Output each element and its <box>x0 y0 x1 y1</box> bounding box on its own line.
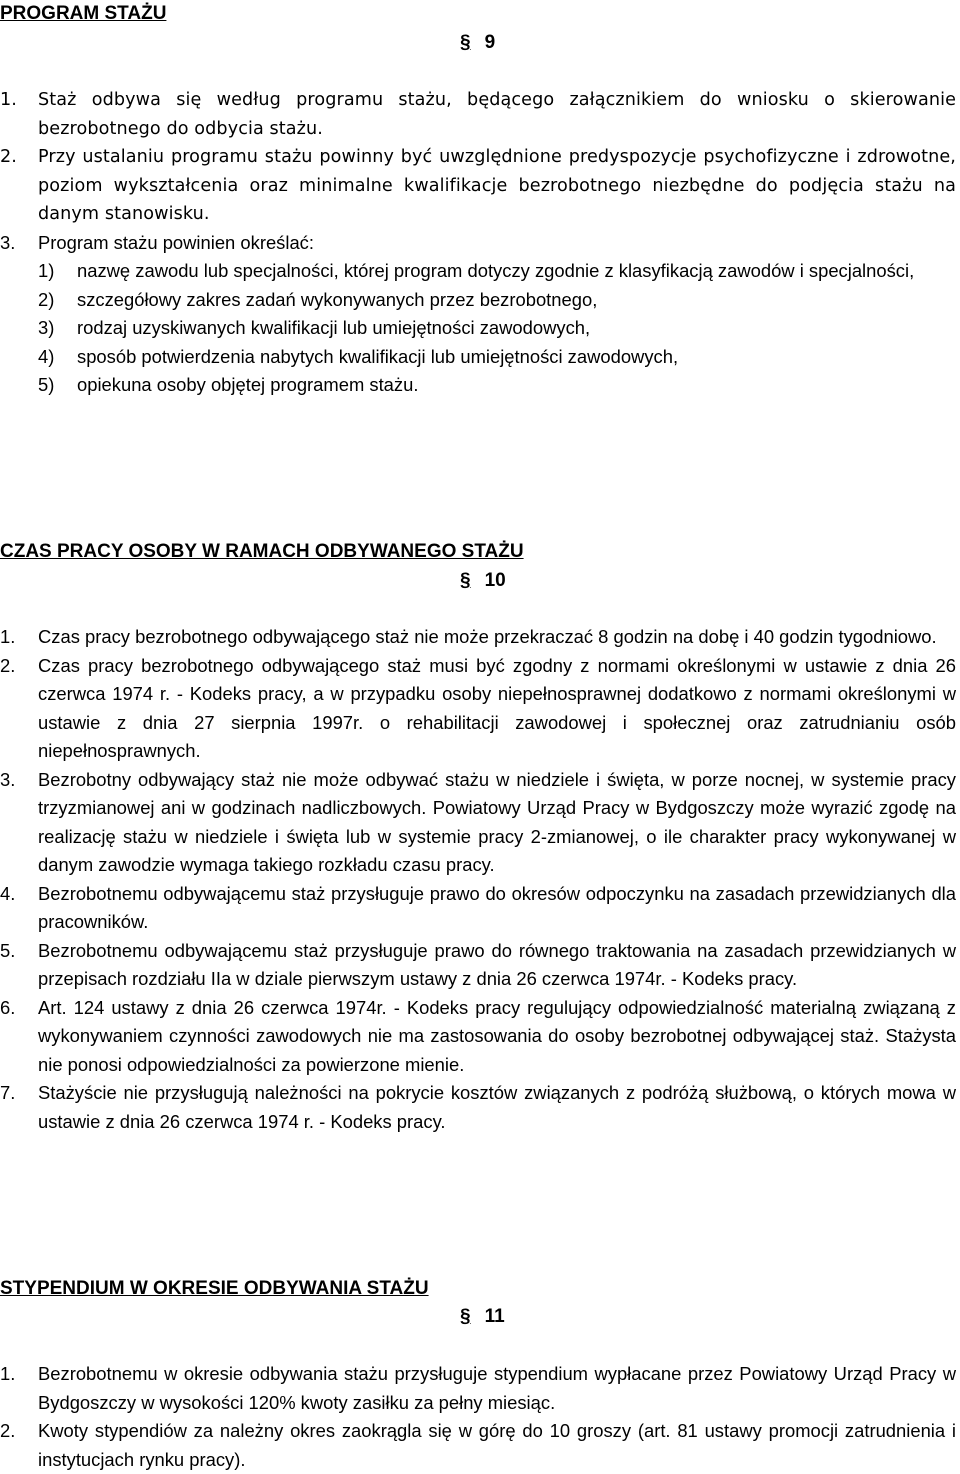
item-number: 1. <box>0 1363 16 1384</box>
item-number: 4. <box>0 882 16 904</box>
section-list-program <box>0 86 956 400</box>
section-heading-program: PROGRAM STAŻU <box>0 3 167 24</box>
item-number: 5. <box>0 939 16 961</box>
list-item <box>0 880 956 937</box>
sub-item-number: 5) <box>38 374 55 395</box>
sub-item-text: nazwę zawodu lub specjalności, której program dotyczy zgodnie z klasyfikacją zawodów i specjalności, <box>77 260 915 281</box>
list-item <box>0 623 956 652</box>
list-item <box>0 1417 956 1474</box>
item-number: 1. <box>0 626 16 647</box>
paragraph-number: 9 <box>484 32 496 53</box>
paragraph-number-9 <box>460 32 495 54</box>
paragraph-symbol: § <box>460 1306 471 1327</box>
item-text: Kwoty stypendiów za należny okres zaokrągla się w górę do 10 groszy (art. 81 ustawy promocji zatrudnienia i instytucjach rynku pracy). <box>38 1420 956 1470</box>
item-number: 2. <box>0 1420 16 1441</box>
item-number: 3. <box>0 231 16 253</box>
item-number: 6. <box>0 996 16 1018</box>
item-text: Bezrobotnemu odbywającemu staż przysługuje prawo do równego traktowania na zasadach przewidzianych w przepisach rozdziału IIa w dziale pierwszym ustawy z dnia 26 czerwca 1974r. - Kodeks pracy. <box>38 939 956 989</box>
paragraph-symbol: § <box>460 570 471 591</box>
sub-item-number: 2) <box>38 288 55 310</box>
item-number: 7. <box>0 1082 16 1103</box>
item-number: 2. <box>0 147 17 167</box>
item-number: 1. <box>0 90 17 110</box>
list-item <box>0 86 956 143</box>
sub-item-text: rodzaj uzyskiwanych kwalifikacji lub umiejętności zawodowych, <box>77 317 591 338</box>
list-item <box>0 1360 956 1417</box>
sub-list-item <box>38 343 956 372</box>
list-item <box>0 143 956 229</box>
sub-item-number: 3) <box>38 317 55 338</box>
section-list-work-time <box>0 623 956 1136</box>
sub-item-text: opiekuna osoby objętej programem stażu. <box>77 374 419 395</box>
list-item <box>0 652 956 766</box>
item-text: Czas pracy bezrobotnego odbywającego staż nie może przekraczać 8 godzin na dobę i 40 godzin tygodniowo. <box>38 626 937 647</box>
list-item <box>0 766 956 880</box>
sub-item-text: sposób potwierdzenia nabytych kwalifikacji lub umiejętności zawodowych, <box>77 345 679 367</box>
sub-item-number: 4) <box>38 345 55 367</box>
item-text: Art. 124 ustawy z dnia 26 czerwca 1974r. - Kodeks pracy regulujący odpowiedzialność materialną związaną z wykonywaniem czynności zawodowych nie ma zastosowania do osoby bezrobotnej odbywającej staż. Stażysta nie ponosi odpowiedzialności za powierzone mienie. <box>38 996 956 1075</box>
item-text: Przy ustalaniu programu stażu powinny być uwzględnione predyspozycje psychofizyczne i zdrowotne, poziom wykształcenia oraz minimalne kwalifikacje bezrobotnego niezbędne do podjęcia stażu na danym stanowisku. <box>38 147 956 224</box>
sub-item-text: szczegółowy zakres zadań wykonywanych przez bezrobotnego, <box>77 288 598 310</box>
item-text: Bezrobotny odbywający staż nie może odbywać stażu w niedziele i święta, w porze nocnej, w systemie pracy trzyzmianowej ani w godzinach nadliczbowych. Powiatowy Urząd Pracy w Bydgoszczy może wyrazić zgodę na realizację stażu w niedziele i święta lub w systemie pracy 2-zmianowej, o ile charakter pracy wykonywanej w danym zawodzie wymaga takiego rozkładu czasu pracy. <box>38 768 956 875</box>
item-text: Czas pracy bezrobotnego odbywającego staż musi być zgodny z normami określonymi w ustawie z dnia 26 czerwca 1974 r. - Kodeks pracy, a w przypadku osoby niepełnosprawnej dodatkowo z normami określonymi w ustawie z dnia 27 sierpnia 1997r. o rehabilitacji zawodowej i społecznej oraz zatrudnianiu osób niepełnosprawnych. <box>38 654 956 761</box>
section-heading-work-time: CZAS PRACY OSOBY W RAMACH ODBYWANEGO STAŻU <box>0 541 524 562</box>
section-heading-stipend: STYPENDIUM W OKRESIE ODBYWANIA STAŻU <box>0 1278 429 1299</box>
paragraph-number: 10 <box>484 570 506 591</box>
paragraph-number: 11 <box>484 1306 505 1327</box>
paragraph-number-11 <box>460 1306 505 1328</box>
paragraph-symbol: § <box>460 32 471 53</box>
list-item <box>0 229 956 400</box>
sub-list-item <box>38 314 956 343</box>
sub-list-item <box>38 257 956 286</box>
item-text: Bezrobotnemu odbywającemu staż przysługuje prawo do okresów odpoczynku na zasadach przewidzianych dla pracowników. <box>38 882 956 932</box>
item-number: 3. <box>0 768 16 790</box>
sub-list-item <box>38 371 956 400</box>
list-item <box>0 1079 956 1136</box>
item-text: Bezrobotnemu w okresie odbywania stażu przysługuje stypendium wypłacane przez Powiatowy Urząd Pracy w Bydgoszczy w wysokości 120% kwoty zasiłku za pełny miesiąc. <box>38 1363 956 1413</box>
section-list-stipend <box>0 1360 956 1474</box>
item-text: Staż odbywa się według programu stażu, będącego załącznikiem do wniosku o skierowanie bezrobotnego do odbycia stażu. <box>38 90 956 139</box>
sub-list-item <box>38 286 956 315</box>
item-text: Stażyście nie przysługują należności na pokrycie kosztów związanych z podróżą służbową, o których mowa w ustawie z dnia 26 czerwca 1974 r. - Kodeks pracy. <box>38 1082 956 1132</box>
item-number: 2. <box>0 654 16 676</box>
list-item <box>0 937 956 994</box>
sub-list <box>38 257 956 400</box>
list-item <box>0 994 956 1080</box>
item-text: Program stażu powinien określać: <box>38 231 314 253</box>
paragraph-number-10 <box>460 570 506 592</box>
sub-item-number: 1) <box>38 260 55 281</box>
